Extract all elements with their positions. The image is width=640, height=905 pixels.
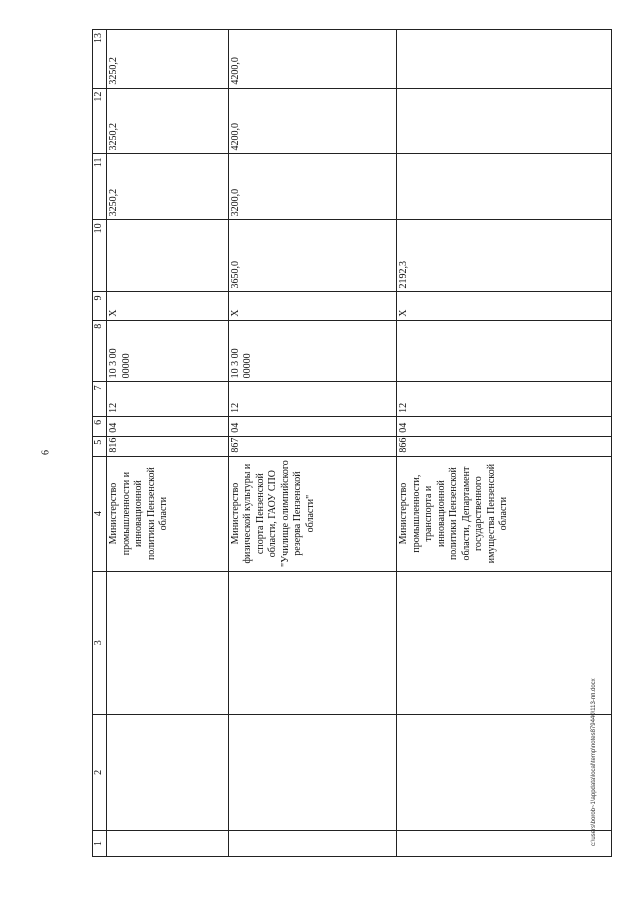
cell-col3 (107, 571, 229, 714)
cell-csr (397, 320, 612, 382)
column-number-4: 4 (93, 456, 107, 571)
cell-col1 (228, 830, 396, 856)
table-row (228, 30, 396, 857)
column-number-13: 13 (93, 30, 107, 89)
cell-pr: 12 (397, 382, 612, 417)
column-number-12: 12 (93, 88, 107, 154)
cell-value-10: 3650,0 (228, 220, 396, 292)
cell-vr: Х (228, 292, 396, 320)
cell-vr: Х (397, 292, 612, 320)
cell-executor-name: Министерство физической культуры и спорта Пензенской области, ГАОУ СПО "Училище олимпийского резерва Пензенской области" (228, 456, 396, 571)
column-number-5: 5 (93, 436, 107, 456)
footer-file-path: c:\users\borob~1\appdata\local\temp\notes879440\113-пп.docx (591, 678, 597, 846)
column-number-6: 6 (93, 416, 107, 436)
cell-value-11: 3200,0 (228, 154, 396, 220)
cell-col2 (397, 714, 612, 830)
column-number-10: 10 (93, 220, 107, 292)
page-number: 6 (40, 450, 52, 455)
cell-value-11 (397, 154, 612, 220)
cell-csr: 10 3 00 00000 (107, 320, 229, 382)
cell-grbs: 816 (107, 436, 229, 456)
cell-rz: 04 (397, 416, 612, 436)
column-number-row (93, 30, 107, 857)
cell-value-13 (397, 30, 612, 89)
budget-table (92, 29, 612, 857)
cell-value-12: 3250,2 (107, 88, 229, 154)
column-number-7: 7 (93, 382, 107, 417)
cell-grbs: 866 (397, 436, 612, 456)
column-number-1: 1 (93, 830, 107, 856)
cell-col2 (107, 714, 229, 830)
cell-value-10: 2192,3 (397, 220, 612, 292)
column-number-8: 8 (93, 320, 107, 382)
column-number-3: 3 (93, 571, 107, 714)
cell-value-10 (107, 220, 229, 292)
cell-executor-name: Министерство промышленности, транспорта и инновационной политики Пензенской области, Департамент государственного имущества Пензенской области (397, 456, 612, 571)
cell-col1 (107, 830, 229, 856)
cell-executor-name: Министерство промышленности и инновационной политики Пензенской области (107, 456, 229, 571)
cell-vr: Х (107, 292, 229, 320)
cell-col3 (228, 571, 396, 714)
cell-value-12: 4200,0 (228, 88, 396, 154)
cell-col3 (397, 571, 612, 714)
table-row (107, 30, 229, 857)
cell-pr: 12 (107, 382, 229, 417)
column-number-11: 11 (93, 154, 107, 220)
column-number-9: 9 (93, 292, 107, 320)
cell-col2 (228, 714, 396, 830)
cell-value-13: 3250,2 (107, 30, 229, 89)
cell-value-13: 4200,0 (228, 30, 396, 89)
cell-pr: 12 (228, 382, 396, 417)
cell-rz: 04 (228, 416, 396, 436)
cell-csr: 10 3 00 00000 (228, 320, 396, 382)
cell-value-11: 3250,2 (107, 154, 229, 220)
cell-value-12 (397, 88, 612, 154)
cell-grbs: 867 (228, 436, 396, 456)
budget-table-wrapper (92, 29, 612, 857)
cell-col1 (397, 830, 612, 856)
cell-rz: 04 (107, 416, 229, 436)
column-number-2: 2 (93, 714, 107, 830)
table-row (397, 30, 612, 857)
